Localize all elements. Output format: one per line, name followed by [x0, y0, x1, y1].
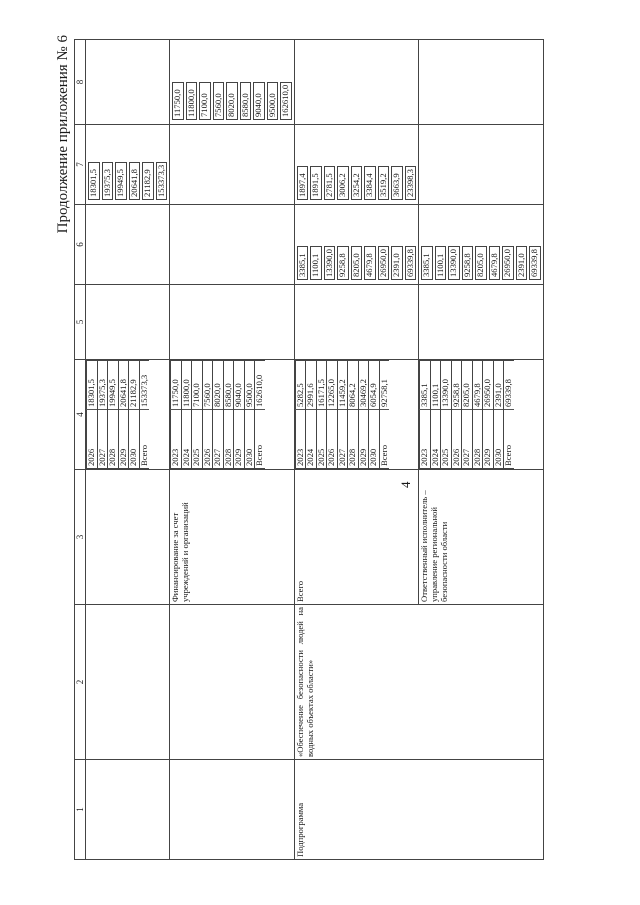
year-label: 2029: [358, 410, 369, 469]
program-type: Подпрограмма: [294, 760, 543, 860]
column-value: 2391,0: [516, 246, 528, 280]
year-value: 8205,0: [462, 361, 473, 410]
year-row: [129, 361, 140, 469]
year-value-cell: [170, 360, 295, 470]
value-row: [391, 166, 403, 200]
table-row: [86, 40, 170, 860]
year-row: [87, 361, 98, 469]
year-row: [358, 361, 369, 469]
column-value: 8205,0: [475, 246, 487, 280]
year-value: 9500,0: [244, 361, 255, 410]
year-label: 2029: [118, 410, 129, 469]
year-label: 2025: [441, 410, 452, 469]
rotated-table-area: [50, 35, 590, 860]
year-label: 2026: [87, 410, 98, 469]
value-row: [529, 246, 541, 280]
funding-source: Всего: [294, 470, 419, 605]
cell-empty: [86, 205, 170, 285]
year-row: [97, 361, 108, 469]
year-value: 69339,8: [504, 361, 514, 410]
column-value: 7100,0: [199, 82, 211, 120]
value-row: [405, 166, 417, 200]
column-value: 1100,1: [310, 246, 322, 280]
col-header-3: 3: [75, 470, 86, 605]
year-row: [118, 361, 129, 469]
value-row: [475, 246, 487, 280]
year-value: 92758,1: [379, 361, 389, 410]
year-value: 11750,0: [171, 361, 182, 410]
value-row: [516, 246, 528, 280]
value-row: [351, 246, 363, 280]
year-value: 7100,0: [192, 361, 203, 410]
year-label: Всего: [379, 410, 389, 469]
column-value: 2781,5: [324, 166, 336, 200]
value-row: [462, 246, 474, 280]
column-value: 19375,3: [102, 162, 114, 200]
cell-empty: [170, 125, 295, 205]
value-row: [364, 166, 376, 200]
cell-empty: [419, 125, 544, 205]
year-value: 19375,3: [97, 361, 108, 410]
column-value: 11800,0: [186, 82, 198, 120]
value-row: [502, 246, 514, 280]
column-value: 11750,0: [172, 82, 184, 120]
year-row: [316, 361, 327, 469]
year-row: [171, 361, 182, 469]
column-number-row: [75, 40, 86, 860]
value-row: [88, 162, 100, 200]
appendix-header: Продолжение приложения № 6: [55, 35, 71, 234]
year-value: 153373,3: [139, 361, 149, 410]
year-label: 2028: [472, 410, 483, 469]
cell-empty: [170, 205, 295, 285]
column-value: 9258,8: [462, 246, 474, 280]
year-value: 2991,6: [306, 361, 317, 410]
column-value: 1897,4: [297, 166, 309, 200]
year-value: 4679,8: [472, 361, 483, 410]
column-value: 69339,8: [529, 246, 541, 280]
table-row: [170, 40, 295, 860]
year-row: [472, 361, 483, 469]
program-name: «Обеспечение безопасности людей на водных объектах области»: [294, 605, 543, 760]
column-value: 21182,9: [142, 162, 154, 200]
year-row: [348, 361, 359, 469]
year-value: 13390,0: [441, 361, 452, 410]
year-label: 2027: [213, 410, 224, 469]
year-value: 19949,5: [108, 361, 119, 410]
value-row: [378, 246, 390, 280]
cell-empty: [86, 40, 170, 125]
year-label: 2028: [223, 410, 234, 469]
value-row: [405, 246, 417, 280]
col-header-8: 8: [75, 40, 86, 125]
year-row: [420, 361, 431, 469]
year-value: 6054,9: [369, 361, 380, 410]
year-label: 2028: [348, 410, 359, 469]
column-value: 153373,3: [156, 162, 168, 200]
table-row: [294, 40, 419, 860]
year-row: [192, 361, 203, 469]
column-value: 19949,5: [115, 162, 127, 200]
column-value: 26950,0: [378, 246, 390, 280]
column-value: 3384,4: [364, 166, 376, 200]
column-value: 3519,2: [378, 166, 390, 200]
year-value: 26950,0: [483, 361, 494, 410]
cell-empty: [86, 760, 170, 860]
year-row: [379, 361, 389, 469]
cell-empty: [86, 285, 170, 360]
year-value: 12265,0: [327, 361, 338, 410]
value-row: [240, 82, 252, 120]
year-row: [462, 361, 473, 469]
year-label: 2027: [337, 410, 348, 469]
column-value: 23398,3: [405, 166, 417, 200]
value-row: [115, 162, 127, 200]
year-row: [108, 361, 119, 469]
col-header-1: 1: [75, 760, 86, 860]
value-row: [213, 82, 225, 120]
value-row: [102, 162, 114, 200]
year-label: 2028: [108, 410, 119, 469]
year-label: 2027: [462, 410, 473, 469]
year-label: 2023: [295, 410, 306, 469]
col-header-7: 7: [75, 125, 86, 205]
year-label: 2024: [181, 410, 192, 469]
year-label: 2026: [202, 410, 213, 469]
year-label: 2023: [171, 410, 182, 469]
value-row: [391, 246, 403, 280]
value-row: [337, 246, 349, 280]
column-value: 9040,0: [253, 82, 265, 120]
year-label: 2024: [306, 410, 317, 469]
year-label: Всего: [139, 410, 149, 469]
year-row: [202, 361, 213, 469]
col-header-5: 5: [75, 285, 86, 360]
column-value: 13390,0: [324, 246, 336, 280]
value-row: [280, 82, 292, 120]
year-value: 9040,0: [234, 361, 245, 410]
year-label: 2025: [316, 410, 327, 469]
year-label: 2023: [420, 410, 431, 469]
cell-empty: [419, 285, 544, 360]
column-value: 4679,8: [489, 246, 501, 280]
value-row: [156, 162, 168, 200]
column-value: 13390,0: [448, 246, 460, 280]
cell-empty: [170, 605, 295, 760]
value-row: [337, 166, 349, 200]
value-row: [324, 246, 336, 280]
value-row: [253, 82, 265, 120]
year-row: [451, 361, 462, 469]
column-value: 2391,0: [391, 246, 403, 280]
cell-empty: [419, 40, 544, 125]
year-row: [337, 361, 348, 469]
year-label: Всего: [504, 410, 514, 469]
year-label: 2024: [430, 410, 441, 469]
column-value: 8580,0: [240, 82, 252, 120]
value-row: [421, 246, 433, 280]
cell-empty: [294, 40, 419, 125]
value-row: [199, 82, 211, 120]
value-row: [435, 246, 447, 280]
year-value: 2391,0: [493, 361, 504, 410]
value-row: [129, 162, 141, 200]
column-value: 7560,0: [213, 82, 225, 120]
year-value: 9258,8: [451, 361, 462, 410]
value-row: [267, 82, 279, 120]
year-row: [327, 361, 338, 469]
year-label: 2030: [493, 410, 504, 469]
year-value: 7560,0: [202, 361, 213, 410]
column-value: 8205,0: [351, 246, 363, 280]
funding-source: Ответственный исполнитель – управление региональной безопасности области: [419, 470, 544, 605]
column-value: 8020,0: [226, 82, 238, 120]
cell-empty: [170, 760, 295, 860]
value-row: [448, 246, 460, 280]
year-label: 2029: [234, 410, 245, 469]
cell-empty: [86, 605, 170, 760]
value-row: [172, 82, 184, 120]
value-cell: [170, 40, 295, 125]
column-value: 69339,8: [405, 246, 417, 280]
value-row: [310, 246, 322, 280]
value-row: [310, 166, 322, 200]
year-label: 2026: [327, 410, 338, 469]
column-value: 162610,0: [280, 82, 292, 120]
year-row: [306, 361, 317, 469]
year-value: 20641,8: [118, 361, 129, 410]
year-row: [504, 361, 514, 469]
year-value: 16171,5: [316, 361, 327, 410]
budget-table: [74, 39, 544, 860]
year-label: 2029: [483, 410, 494, 469]
column-value: 3254,2: [351, 166, 363, 200]
year-value-cell: [86, 360, 170, 470]
year-label: 2026: [451, 410, 462, 469]
column-value: 9500,0: [267, 82, 279, 120]
value-row: [142, 162, 154, 200]
value-row: [489, 246, 501, 280]
value-row: [378, 166, 390, 200]
column-value: 3385,1: [297, 246, 309, 280]
year-row: [244, 361, 255, 469]
column-value: 4679,8: [364, 246, 376, 280]
cell-empty: [86, 470, 170, 605]
value-cell: [86, 125, 170, 205]
column-value: 18301,5: [88, 162, 100, 200]
cell-empty: [170, 285, 295, 360]
year-value-cell: [294, 360, 419, 470]
year-row: [139, 361, 149, 469]
col-header-4: 4: [75, 360, 86, 470]
page-number: 4: [398, 481, 413, 488]
column-value: 20641,8: [129, 162, 141, 200]
col-header-6: 6: [75, 205, 86, 285]
year-row: [181, 361, 192, 469]
col-header-2: 2: [75, 605, 86, 760]
year-value-cell: [419, 360, 544, 470]
year-row: [223, 361, 234, 469]
year-label: 2030: [129, 410, 140, 469]
year-label: 2030: [369, 410, 380, 469]
year-row: [369, 361, 380, 469]
year-value: 11800,0: [181, 361, 192, 410]
year-label: Всего: [255, 410, 265, 469]
year-value: 30469,2: [358, 361, 369, 410]
column-value: 3006,2: [337, 166, 349, 200]
column-value: 3385,1: [421, 246, 433, 280]
value-row: [364, 246, 376, 280]
year-value: 1100,1: [430, 361, 441, 410]
funding-source: Финансирование за счет учреждений и организаций: [170, 470, 295, 605]
value-row: [351, 166, 363, 200]
year-value: 18301,5: [87, 361, 98, 410]
year-value: 21182,9: [129, 361, 140, 410]
year-row: [493, 361, 504, 469]
year-value: 11459,2: [337, 361, 348, 410]
value-row: [186, 82, 198, 120]
year-value: 8064,2: [348, 361, 359, 410]
cell-empty: [294, 285, 419, 360]
value-row: [226, 82, 238, 120]
year-row: [213, 361, 224, 469]
year-row: [441, 361, 452, 469]
value-row: [324, 166, 336, 200]
year-value: 3385,1: [420, 361, 431, 410]
year-row: [234, 361, 245, 469]
column-value: 9258,8: [337, 246, 349, 280]
year-row: [483, 361, 494, 469]
year-label: 2030: [244, 410, 255, 469]
year-row: [430, 361, 441, 469]
year-value: 162610,0: [255, 361, 265, 410]
year-row: [255, 361, 265, 469]
value-row: [297, 246, 309, 280]
value-cell: [294, 205, 419, 285]
value-cell: [419, 205, 544, 285]
column-value: 1100,1: [435, 246, 447, 280]
column-value: 26950,0: [502, 246, 514, 280]
year-value: 8020,0: [213, 361, 224, 410]
year-value: 8580,0: [223, 361, 234, 410]
year-row: [295, 361, 306, 469]
value-cell: [294, 125, 419, 205]
year-label: 2025: [192, 410, 203, 469]
year-label: 2027: [97, 410, 108, 469]
year-value: 5282,5: [295, 361, 306, 410]
column-value: 3663,9: [391, 166, 403, 200]
value-row: [297, 166, 309, 200]
column-value: 1891,5: [310, 166, 322, 200]
